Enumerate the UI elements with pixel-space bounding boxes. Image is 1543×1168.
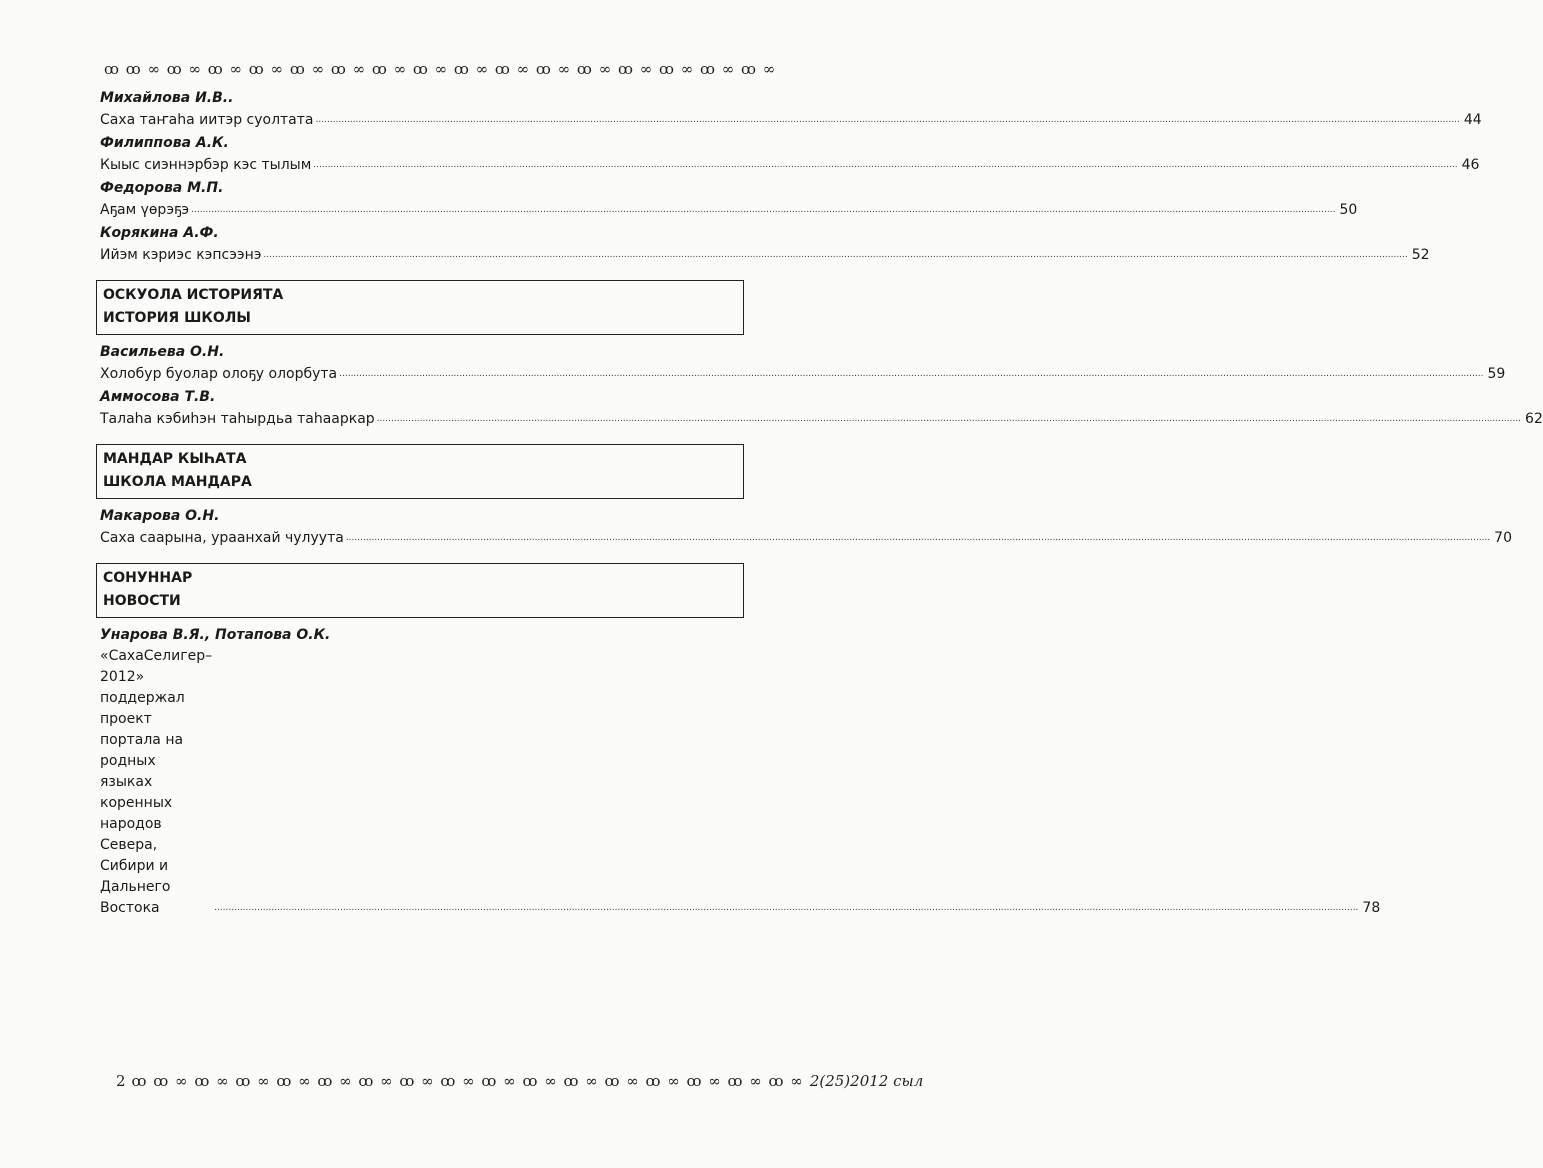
section-header-news — [96, 563, 744, 618]
table-of-contents — [100, 86, 1543, 920]
toc-entry — [100, 624, 1381, 919]
entry-line[interactable] — [100, 244, 1430, 266]
footer-issue-label: 2(25)2012 сыл — [809, 1072, 924, 1090]
entry-title: Саха таҥаһа иитэр суолтата — [100, 112, 314, 128]
entry-page-number: 70 — [1494, 530, 1512, 546]
entry-title: Кыыс сиэннэрбэр кэс тылым — [100, 157, 312, 173]
entry-line[interactable] — [100, 199, 1358, 221]
footer-ornament: ꝏ ꝏ ∞ ꝏ ∞ ꝏ ∞ ꝏ ∞ ꝏ ∞ ꝏ ∞ ꝏ ∞ ꝏ ∞ ꝏ ∞ ꝏ ∞ ꝏ ∞ ꝏ ∞ ꝏ ∞ ꝏ ∞ ꝏ ∞ ꝏ ∞ — [131, 1072, 804, 1090]
section-header-mandar-school — [96, 444, 744, 499]
entry-line[interactable] — [100, 646, 1381, 919]
entry-title-line2: народов Севера, Сибири и Дальнего Востока — [100, 816, 171, 916]
dot-leader: ................................................................................................................................................................................................................................................................................................................................................................................................................ — [339, 369, 1484, 379]
section-title-sakha: СОНУННАР — [103, 570, 193, 586]
dot-leader: ................................................................................................................................................................................................................................................................................................................................................................................................................ — [376, 414, 1522, 424]
footer-page-number: 2 — [116, 1072, 126, 1090]
section-title-russian: ШКОЛА МАНДАРА — [103, 474, 252, 490]
entry-page-number: 44 — [1463, 112, 1482, 128]
entry-line[interactable] — [100, 527, 1512, 549]
entry-author: Михайлова И.В.. — [100, 90, 234, 106]
entry-page-number: 62 — [1525, 411, 1543, 427]
entry-author: Федорова М.П. — [100, 180, 224, 196]
entry-page-number: 78 — [1362, 900, 1381, 916]
section-title-sakha: ОСКУОЛА ИСТОРИЯТА — [103, 287, 284, 303]
entry-title: Талаһа кэбиһэн таһырдьа таһааркар — [100, 411, 375, 427]
entry-title: Ийэм кэриэс кэпсээнэ — [100, 247, 262, 263]
entry-author: Филиппова А.К. — [100, 135, 229, 151]
toc-entry — [100, 505, 1512, 549]
entry-page-number: 52 — [1411, 247, 1430, 263]
dot-leader: ................................................................................................................................................................................................................................................................................................................................................................................................................ — [345, 533, 1491, 543]
entry-page-number: 59 — [1487, 366, 1506, 382]
entry-title: Холобур буолар олоҕу олорбута — [100, 366, 338, 382]
entry-page-number: 50 — [1339, 202, 1358, 218]
toc-entry — [100, 132, 1480, 176]
entry-author: Корякина А.Ф. — [100, 225, 219, 241]
section-title-sakha: МАНДАР КЫҺАТА — [103, 451, 247, 467]
dot-leader: ................................................................................................................................................................................................................................................................................................................................................................................................................ — [214, 903, 1359, 913]
entry-author: Макарова О.Н. — [100, 508, 220, 524]
entry-line[interactable] — [100, 363, 1506, 385]
toc-entry — [100, 87, 1482, 131]
entry-line[interactable] — [100, 408, 1543, 430]
entry-page-number: 46 — [1461, 157, 1480, 173]
entry-author: Унарова В.Я., Потапова О.К. — [100, 627, 331, 643]
page-footer — [116, 1072, 924, 1090]
toc-entry — [100, 222, 1430, 266]
top-ornament-border: ꝏ ꝏ ∞ ꝏ ∞ ꝏ ∞ ꝏ ∞ ꝏ ∞ ꝏ ∞ ꝏ ∞ ꝏ ∞ ꝏ ∞ ꝏ ∞ ꝏ ∞ ꝏ ∞ ꝏ ∞ ꝏ ∞ ꝏ ∞ ꝏ ∞ — [104, 60, 777, 78]
section-title-russian: НОВОСТИ — [103, 593, 181, 609]
entry-title-line1: «СахаСелигер–2012» поддержал проект портала на родных языках коренных — [100, 648, 213, 811]
dot-leader: ................................................................................................................................................................................................................................................................................................................................................................................................................ — [313, 160, 1458, 170]
entry-title: Саха саарына, ураанхай чулуута — [100, 530, 344, 546]
toc-entry — [100, 386, 1543, 430]
dot-leader: ................................................................................................................................................................................................................................................................................................................................................................................................................ — [191, 205, 1336, 215]
section-header-school-history — [96, 280, 744, 335]
entry-line[interactable] — [100, 109, 1482, 131]
dot-leader: ................................................................................................................................................................................................................................................................................................................................................................................................................ — [315, 115, 1460, 125]
dot-leader: ................................................................................................................................................................................................................................................................................................................................................................................................................ — [263, 250, 1408, 260]
toc-entry — [100, 341, 1506, 385]
toc-entry — [100, 177, 1358, 221]
section-title-russian: ИСТОРИЯ ШКОЛЫ — [103, 310, 251, 326]
entry-author: Аммосова Т.В. — [100, 389, 216, 405]
entry-title: Аҕам үөрэҕэ — [100, 202, 190, 218]
entry-author: Васильева О.Н. — [100, 344, 225, 360]
entry-line[interactable] — [100, 154, 1480, 176]
entry-title — [100, 646, 212, 919]
